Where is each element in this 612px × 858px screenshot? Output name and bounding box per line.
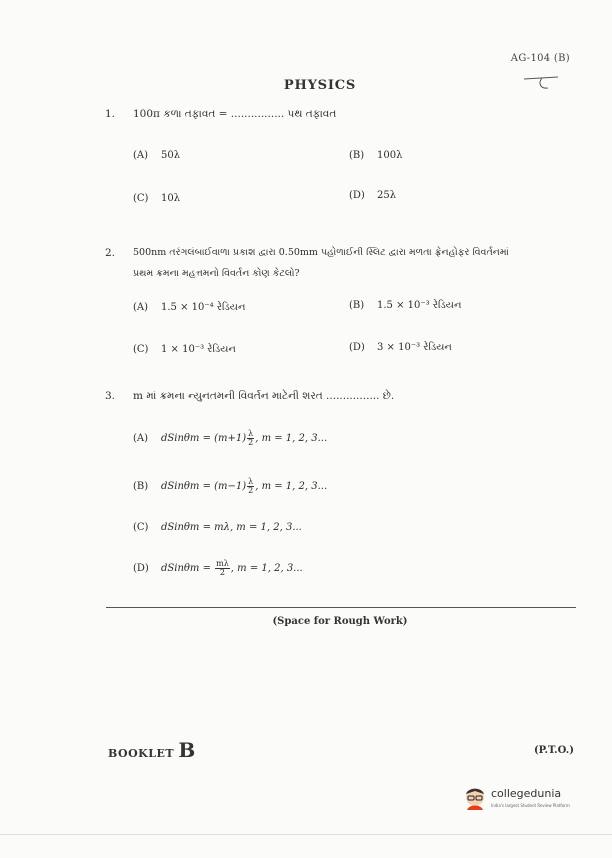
option-lhs: dSinθm = [161, 563, 215, 574]
option-b[interactable] [349, 150, 402, 161]
option-text: 1.5 × 10⁻³ રેડિયન [377, 300, 462, 311]
option-c[interactable] [133, 344, 236, 355]
question-text: 500nm તરંગલંબાઈવાળા પ્રકાશ દ્વારા 0.50mm પહોળાઈની સ્લિટ દ્વારા મળતા ફ્રેનહોફર વિવર્તનમાં [133, 247, 509, 258]
option-c[interactable] [133, 522, 302, 533]
fraction-numerator: mλ [216, 559, 229, 568]
option-b[interactable] [133, 478, 327, 495]
option-d[interactable] [133, 560, 303, 577]
option-text: dSinθm = mλ, m = 1, 2, 3... [161, 522, 302, 533]
pto-label: (P.T.O.) [533, 745, 574, 756]
question-text-line2: પ્રથમ ક્રમના મહત્તમનો વિવર્તન કોણ કેટલો? [133, 268, 300, 279]
option-label: (C) [133, 193, 149, 204]
question-number: 1. [105, 108, 116, 120]
rough-work-label: (Space for Rough Work) [272, 616, 408, 627]
option-tail: , m = 1, 2, 3... [255, 481, 328, 492]
fraction-denominator: 2 [248, 438, 254, 447]
question-number: 2. [105, 247, 116, 259]
option-c[interactable] [133, 193, 180, 204]
divider [106, 607, 576, 608]
booklet-label [108, 738, 196, 762]
logo-name: collegedunia [491, 787, 562, 800]
logo-avatar-icon [463, 786, 487, 812]
fraction-denominator: 2 [219, 568, 226, 577]
fraction [247, 478, 254, 495]
bottom-edge [0, 834, 612, 835]
logo-tagline: India's largest Student Review Platform [491, 803, 570, 808]
fraction [247, 430, 254, 447]
option-label: (A) [133, 302, 149, 313]
question-text: 100π કળા તફાવત = ................ પથ તફાવત [133, 108, 337, 120]
option-text: 3 × 10⁻³ રેડિયન [377, 342, 452, 353]
option-label: (D) [349, 342, 365, 353]
fraction-numerator: λ [248, 429, 254, 438]
paper-code: AG-104 (B) [510, 53, 570, 64]
option-label: (A) [133, 433, 149, 444]
option-d[interactable] [349, 190, 396, 201]
option-label: (C) [133, 522, 149, 533]
fraction-numerator: λ [248, 477, 254, 486]
option-text: 25λ [377, 190, 397, 201]
option-b[interactable] [349, 300, 461, 311]
fraction [215, 560, 230, 577]
option-lhs: dSinθm = (m−1) [161, 481, 247, 492]
collegedunia-logo [463, 784, 573, 816]
question-text: m માં ક્રમના ન્યુનતમની વિવર્તન માટેની શરત ................ છે. [133, 390, 395, 402]
option-label: (B) [349, 150, 365, 161]
option-a[interactable] [133, 150, 180, 161]
option-text: 50λ [161, 150, 181, 161]
option-tail: , m = 1, 2, 3... [230, 563, 303, 574]
question-number: 3. [105, 390, 116, 402]
subject-title: PHYSICS [283, 78, 357, 93]
option-label: (B) [133, 481, 149, 492]
option-text: 10λ [161, 193, 181, 204]
option-label: (B) [349, 300, 365, 311]
option-a[interactable] [133, 430, 327, 447]
option-label: (D) [349, 190, 365, 201]
option-text: 1.5 × 10⁻⁴ રેડિયન [161, 302, 246, 313]
fraction-denominator: 2 [248, 486, 254, 495]
option-text: 1 × 10⁻³ રેડિયન [161, 344, 236, 355]
option-lhs: dSinθm = (m+1) [161, 433, 247, 444]
option-label: (D) [133, 563, 149, 574]
option-label: (A) [133, 150, 149, 161]
option-d[interactable] [349, 342, 452, 353]
option-a[interactable] [133, 302, 245, 313]
booklet-text: BOOKLET [108, 747, 175, 760]
option-label: (C) [133, 344, 149, 355]
option-text: 100λ [377, 150, 403, 161]
option-tail: , m = 1, 2, 3... [255, 433, 328, 444]
booklet-letter: B [178, 738, 196, 762]
